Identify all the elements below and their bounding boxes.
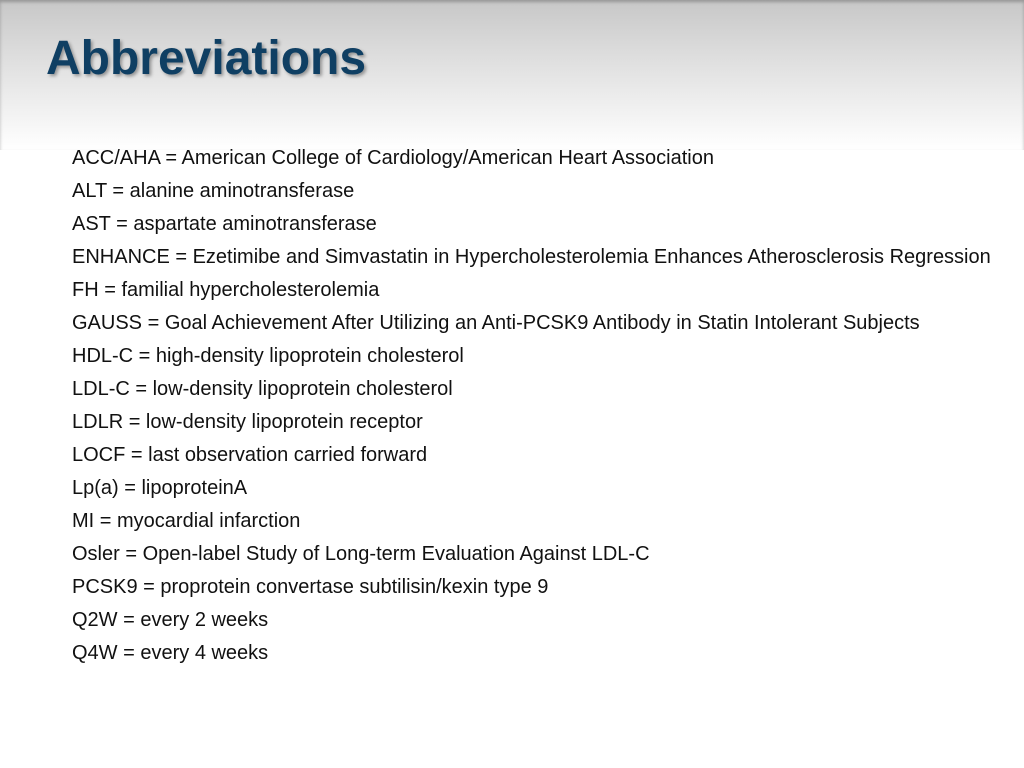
abbreviation-item: ALT = alanine aminotransferase [72, 180, 355, 202]
abbreviation-item: Lp(a) = lipoproteinA [72, 477, 248, 499]
abbreviation-item: AST = aspartate aminotransferase [72, 213, 377, 235]
abbreviation-item: LDLR = low-density lipoprotein receptor [72, 411, 423, 433]
abbreviation-list [72, 145, 1007, 673]
abbreviation-item: PCSK9 = proprotein convertase subtilisin/kexin type 9 [72, 576, 549, 598]
abbreviation-item: ENHANCE = Ezetimibe and Simvastatin in Hypercholesterolemia Enhances Atherosclerosis Regression [72, 246, 991, 268]
abbreviation-item: Q2W = every 2 weeks [72, 609, 269, 631]
abbreviation-item: Q4W = every 4 weeks [72, 642, 269, 664]
abbreviation-item: LDL-C = low-density lipoprotein cholesterol [72, 378, 453, 400]
abbreviation-item: FH = familial hypercholesterolemia [72, 279, 380, 301]
abbreviation-item: LOCF = last observation carried forward [72, 444, 428, 466]
abbreviation-item: MI = myocardial infarction [72, 510, 301, 532]
abbreviation-item: Osler = Open-label Study of Long-term Evaluation Against LDL-C [72, 543, 650, 565]
abbreviation-item: GAUSS = Goal Achievement After Utilizing an Anti-PCSK9 Antibody in Statin Intolerant Subjects [72, 312, 920, 334]
abbreviation-item: ACC/AHA = American College of Cardiology/American Heart Association [72, 147, 714, 169]
slide-title: Abbreviations [46, 32, 367, 85]
abbreviation-item: HDL-C = high-density lipoprotein cholesterol [72, 345, 464, 367]
